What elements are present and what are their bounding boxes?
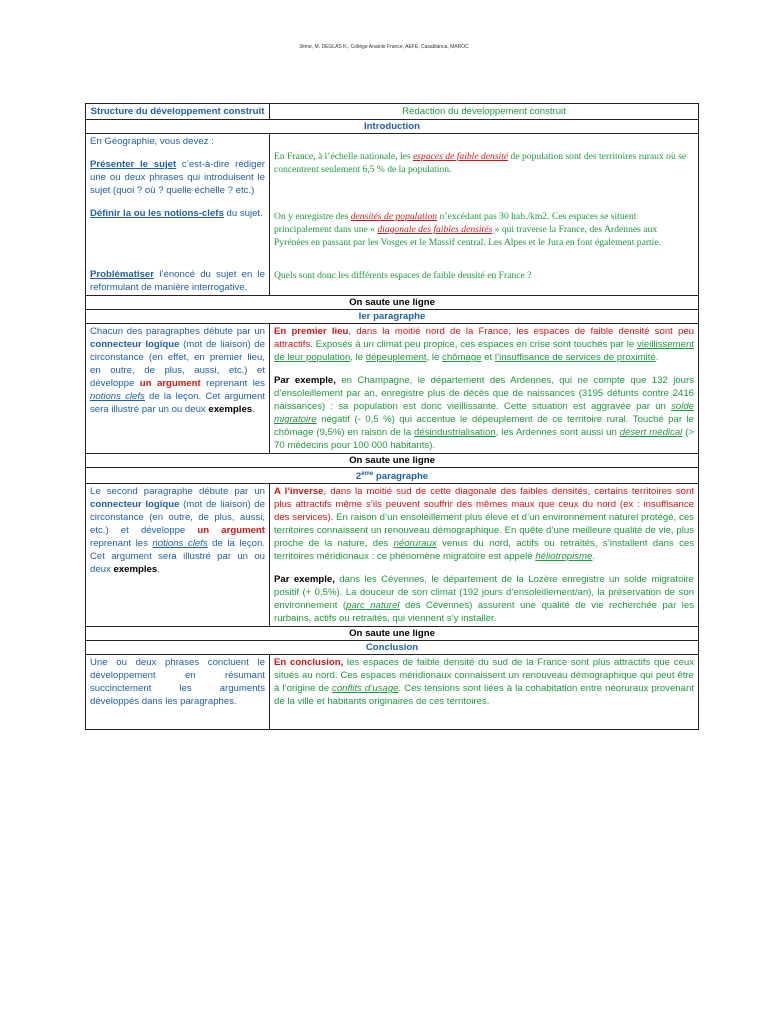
term-depeuplement: dépeuplement	[365, 352, 427, 363]
term-vieillissement: vieillissement de leur population	[274, 339, 694, 363]
p1-left-g: de la leçon. Cet argument sera illustré par un ou deux	[90, 391, 266, 415]
intro-b3: n’excédant pas 30 hab./km2. Ces espaces se situent principalement dans une «	[274, 211, 637, 235]
term-neoruraux: néoruraux	[393, 538, 437, 550]
paragraph2-structure	[86, 484, 270, 627]
problem-label: Problématiser	[90, 269, 154, 280]
p2-title-num: 2	[355, 471, 362, 483]
page-header: 3ème, M. DEGLAS K., Collège Anatole France, AEFE, Casablanca, MAROC	[299, 44, 469, 50]
p2-e: venus du nord, actifs ou retraités, s’installent dans ces territoires méridionaux : ce phénomène migratoire est appelé	[274, 538, 694, 563]
p1-left-argument: un argument	[139, 378, 201, 389]
paragraph2-redaction	[270, 484, 699, 627]
term-insuffisance: l’insuffisance de services de proximité	[494, 352, 656, 363]
p2-title-rest: paragraphe	[373, 471, 429, 483]
conclusion-d: . Ces tensions sont liées à la cohabitation entre néoruraux provenant de la ville et habitants originaires de ces territoires.	[274, 683, 694, 708]
term-densites-population: densités de population	[350, 211, 438, 222]
present-label: Présenter le sujet	[90, 159, 177, 170]
term-conflits-usage: conflits d’usage	[332, 683, 399, 695]
table-header-row	[86, 104, 699, 120]
p2-c: En raison d’un ensoleillement plus élevé et d’un environnement naturel protégé, ces territoires connaissent un renouveau démographique. En quête d’une meilleure qualité de vie, plus proche de la nature, des	[274, 512, 694, 550]
conclusion-redaction	[270, 655, 699, 730]
define-text: du sujet.	[223, 208, 263, 219]
present-text: c’est-à-dire rédiger une ou deux phrases qui introduisent le sujet (quoi ? où ? quelle échelle ? etc.)	[90, 159, 265, 196]
term-espaces-faible-densite: espaces de faible densité	[413, 151, 509, 162]
p1-exemple-label: Par exemple,	[274, 375, 336, 386]
development-table	[85, 103, 699, 730]
p2-left-e: reprenant les	[90, 538, 153, 550]
p1-left-e: reprenant les	[200, 378, 265, 389]
p1-left-c: (mot de liaison) de circonstance (en effet, en premier lieu, en outre, de plus, aussi, etc.) et développe	[90, 339, 265, 389]
p2-left-connecteur: connecteur logique	[90, 499, 180, 511]
p1-g: , le	[426, 352, 443, 363]
p2-g: .	[592, 551, 596, 563]
term-parc-naturel: parc naturel	[346, 600, 400, 612]
define-label: Définir la ou les notions-clefs	[90, 208, 224, 219]
term-solde-migratoire: solde migratoire	[274, 401, 694, 425]
p2-ex2: dans les Cévennes, le département de la Lozère enregistre un solde migratoire positif (+ 0,5%). La douceur de son climat (192 jours d’ensoleillement/an), la préservation de son environnement (	[274, 574, 694, 612]
p2-left-g: de la leçon. Cet argument sera illustré par un ou deux	[90, 538, 265, 576]
intro-left-line1: En Géographie, vous devez :	[90, 136, 214, 147]
conclusion-b: les espaces de faible densité du sud de la France sont plus attractifs que ceux situés au nord. Ces espaces méridionaux connaissent un renouveau démographique qui peut être à l’origine de	[274, 657, 695, 695]
problematique: Quels sont donc les différents espaces de faible densité en France ?	[274, 270, 532, 281]
introduction-structure	[86, 134, 270, 296]
paragraph1-redaction	[270, 324, 699, 454]
section-title-introduction: Introduction	[86, 120, 699, 134]
p2-left-a: Le second paragraphe débute par un	[90, 486, 265, 498]
p1-k: .	[655, 352, 659, 363]
p1-connecteur: En premier lieu	[274, 326, 349, 337]
paragraph1-structure	[86, 324, 270, 454]
skip-line-2: On saute une ligne	[86, 454, 699, 468]
introduction-redaction	[270, 134, 699, 296]
skip-line-3: On saute une ligne	[86, 627, 699, 641]
p2-title-sup: ème	[361, 471, 374, 477]
p1-e: , le	[350, 352, 366, 363]
skip-line-1: On saute une ligne	[86, 296, 699, 310]
intro-a1: En France, à l’échelle nationale, les	[274, 151, 414, 162]
p2-exemple-label: Par exemple,	[274, 574, 335, 586]
p1-left-notions: notions clefs	[90, 391, 145, 402]
p1-ex4: négatif (- 0,5 %) qui accentue le dépeuplement de ce territoire rural. Touché par le chômage (9,5%) en raison de la	[274, 414, 694, 438]
p2-argument: , dans la moitié sud de cette diagonale des faibles densités, certains territoires sont plus attractifs même s’ils peuvent souffrir des mêmes maux que ceux du nord (ex : insuffisance des services).	[274, 486, 694, 524]
section-title-conclusion: Conclusion	[86, 641, 699, 655]
p1-left-a: Chacun des paragraphes débute par un	[90, 326, 265, 337]
section-title-paragraph1: Ier paragraphe	[86, 310, 699, 324]
p2-connecteur: A l’inverse	[274, 486, 324, 498]
introduction-row	[86, 134, 699, 296]
p1-left-exemples: exemples	[208, 404, 253, 415]
conclusion-row	[86, 655, 699, 730]
p2-left-i: .	[157, 564, 160, 576]
p1-left-connecteur: connecteur logique	[90, 339, 180, 350]
intro-b5: » qui traverse la France, des Ardennes aux Pyrénées en passant par les Vosges et le Massif central. Les Alpes et le Jura en font également partie.	[274, 224, 662, 248]
p1-left-i: .	[252, 404, 255, 415]
p2-left-notions: notions clefs	[152, 538, 208, 550]
term-heliotropisme: héliotropisme	[535, 551, 593, 563]
paragraph2-row	[86, 484, 699, 627]
p1-ex8: (> 70 médecins pour 100 000 habitants).	[274, 427, 695, 451]
intro-a3: de population sont des territoires ruraux où se concentrent seulement 6,5 % de la population.	[274, 151, 687, 175]
p1-ex2: en Champagne, le département des Ardennes, qui ne compte que 132 jours d’ensoleillement par an, enregistre plus de décès que de naissances (3195 défunts contre 2416 naissances) : sa population est donc vieillissante. Cette situation est aggravée par un	[274, 375, 695, 412]
conclusion-structure: Une ou deux phrases concluent le développement en résumant succinctement les arguments développés dans les paragraphes.	[86, 655, 270, 730]
p1-ex6: , les Ardennes sont aussi un	[495, 427, 620, 438]
p1-i: et	[481, 352, 495, 363]
paragraph1-row	[86, 324, 699, 454]
p2-ex4: des Cévennes) assurent une qualité de vie recherchée par les rurbains, actifs ou retraités, qui viennent s’y installer.	[274, 600, 695, 625]
term-chomage: chômage	[442, 352, 482, 363]
p1-argument: , dans la moitié nord de la France, les espaces de faible densité sont peu attractifs	[274, 326, 695, 350]
term-diagonale: diagonale des faibles densités	[377, 224, 493, 235]
p2-left-argument: un argument	[197, 525, 265, 537]
section-title-paragraph2	[86, 468, 699, 484]
conclusion-connecteur: En conclusion,	[274, 657, 344, 669]
p1-c: . Exposés à un climat peu propice, ces espaces en crise sont touchés par le	[310, 339, 637, 350]
problem-text: l’énoncé du sujet en le reformulant de manière interrogative.	[90, 269, 265, 293]
term-desert-medical: désert médical	[619, 427, 683, 438]
structure-column-title: Structure du développement construit	[86, 104, 270, 120]
redaction-column-title: Rédaction du développement construit	[270, 104, 699, 120]
term-desindustrialisation: désindustrialisation	[414, 427, 496, 438]
intro-b1: On y enregistre des	[274, 211, 351, 222]
p2-left-exemples: exemples	[113, 564, 158, 576]
p2-left-c: (mot de liaison) de circonstance (en outre, de plus, aussi, etc.) et développe	[90, 499, 265, 537]
